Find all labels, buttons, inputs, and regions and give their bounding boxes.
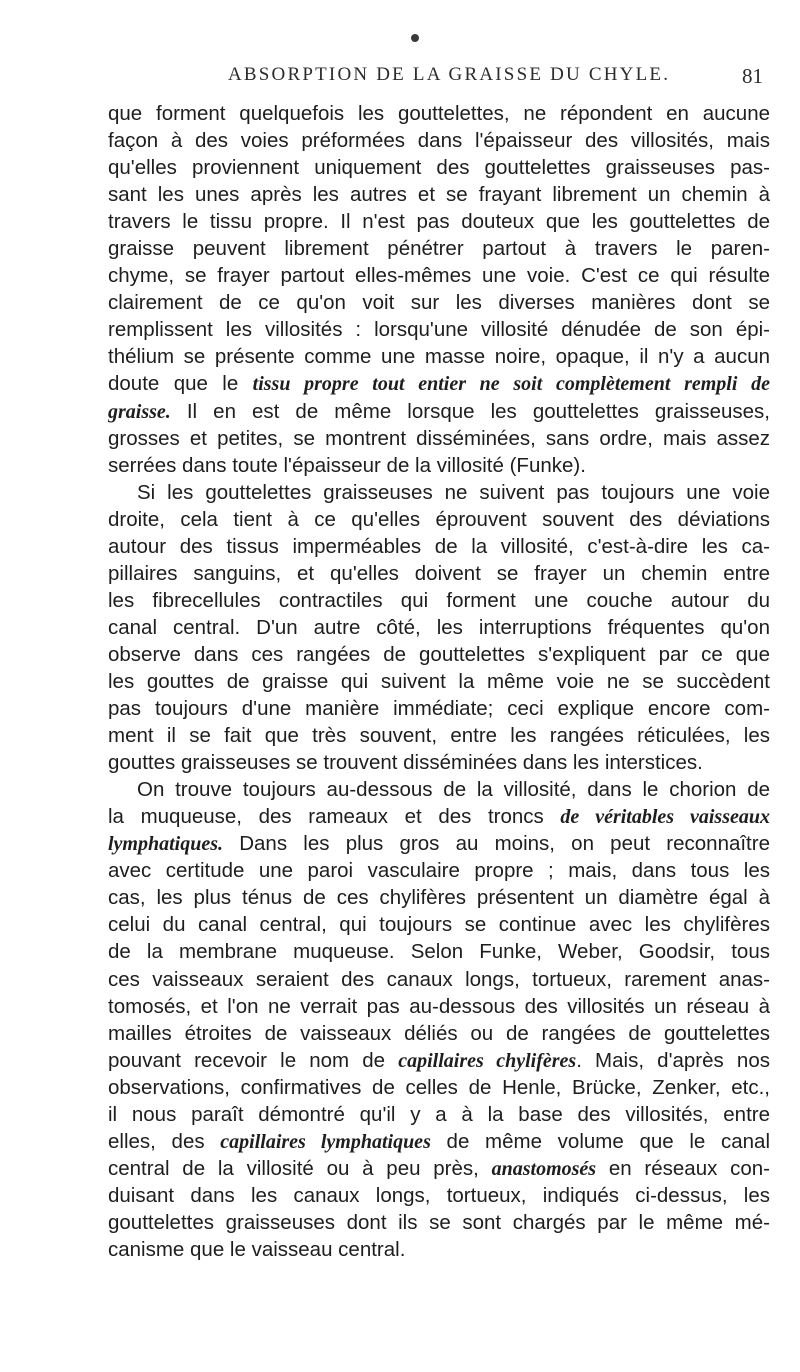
text-run: qu'elles proviennent uniquement des gouttelettes graisseuses pas-	[108, 156, 770, 180]
text-line	[108, 668, 770, 695]
text-line	[108, 1155, 770, 1182]
text-run: observe dans ces rangées de gouttelettes s'expliquent par ce que	[108, 642, 770, 666]
text-run: droite, cela tient à ce qu'elles éprouvent souvent des déviations	[108, 507, 770, 531]
text-line	[108, 749, 770, 776]
text-run: canal central. D'un autre côté, les interruptions fréquentes qu'on	[108, 615, 770, 639]
text-run: pillaires sanguins, et qu'elles doivent se frayer un chemin entre	[108, 561, 770, 585]
text-run: thélium se présente comme une masse noire, opaque, il n'y a aucun	[108, 345, 770, 369]
text-line	[108, 966, 770, 993]
text-line	[108, 1047, 770, 1074]
text-line	[108, 614, 770, 641]
text-run: clairement de ce qu'on voit sur les diverses manières dont se	[108, 291, 770, 315]
text-line	[108, 235, 770, 262]
text-run: tomosés, et l'on ne verrait pas au-dessous des villosités un réseau à	[108, 994, 770, 1018]
text-run: autour des tissus imperméables de la villosité, c'est-à-dire les ca-	[108, 534, 770, 558]
italic-text: de véritables vaisseaux	[560, 806, 770, 829]
italic-text: capillaires chylifères	[398, 1049, 577, 1072]
paragraph	[108, 100, 770, 479]
text-line	[108, 533, 770, 560]
text-run: sant les unes après les autres et se frayant librement un chemin à	[108, 183, 770, 207]
text-run: canisme que le vaisseau central.	[108, 1237, 406, 1261]
text-line	[108, 452, 770, 479]
text-run: serrées dans toute l'épaisseur de la villosité (Funke).	[108, 453, 586, 477]
text-line	[108, 181, 770, 208]
text-line	[108, 803, 770, 830]
text-line	[108, 884, 770, 911]
text-line	[108, 938, 770, 965]
text-run: mailles étroites de vaisseaux déliés ou de rangées de gouttelettes	[108, 1021, 770, 1045]
header-ornament	[411, 34, 419, 42]
text-line	[108, 560, 770, 587]
text-line	[108, 425, 770, 452]
text-run: graisse peuvent librement pénétrer partout à travers le paren-	[108, 237, 770, 261]
text-run: pouvant recevoir le nom de	[108, 1048, 399, 1072]
text-line	[108, 1209, 770, 1236]
page-body	[108, 100, 770, 1263]
text-run: ment il se fait que très souvent, entre les rangées réticulées, les	[108, 724, 770, 748]
text-line	[108, 506, 770, 533]
text-run: observations, confirmatives de celles de Henle, Brücke, Zenker, etc.,	[108, 1075, 770, 1099]
text-line	[108, 154, 770, 181]
text-line	[108, 1128, 770, 1155]
text-run: Si les gouttelettes graisseuses ne suivent pas toujours une voie	[137, 480, 770, 504]
text-line	[108, 641, 770, 668]
text-line	[108, 316, 770, 343]
text-run: les gouttes de graisse qui suivent la même voie ne se succèdent	[108, 669, 770, 693]
text-line	[108, 343, 770, 370]
text-run: doute que le	[108, 372, 253, 396]
text-run: cas, les plus ténus de ces chylifères présentent un diamètre égal à	[108, 886, 770, 910]
text-run: Il en est de même lorsque les gouttelettes graisseuses,	[170, 399, 770, 423]
text-line	[108, 479, 770, 506]
text-line	[108, 587, 770, 614]
text-line	[108, 208, 770, 235]
text-run: façon à des voies préformées dans l'épaisseur des villosités, mais	[108, 129, 770, 153]
text-line	[108, 830, 770, 857]
text-run: chyme, se frayer partout elles-mêmes une voie. C'est ce qui résulte	[108, 264, 770, 288]
text-run: gouttes graisseuses se trouvent disséminées dans les interstices.	[108, 751, 703, 775]
text-run: la muqueuse, des rameaux et des troncs	[108, 805, 561, 829]
running-title: ABSORPTION DE LA GRAISSE DU CHYLE.	[228, 64, 671, 85]
text-line	[108, 398, 770, 425]
text-line	[108, 722, 770, 749]
text-run: . Mais, d'après nos	[576, 1048, 770, 1072]
text-run: Dans les plus gros au moins, on peut reconnaître	[223, 832, 770, 856]
text-line	[108, 1074, 770, 1101]
text-run: elles, des	[108, 1129, 221, 1153]
text-line	[108, 127, 770, 154]
text-run: avec certitude une paroi vasculaire propre ; mais, dans tous les	[108, 859, 770, 883]
text-run: les fibrecellules contractiles qui forment une couche autour du	[108, 588, 770, 612]
text-run: que forment quelquefois les gouttelettes, ne répondent en aucune	[108, 102, 770, 125]
text-line	[108, 776, 770, 803]
text-line	[108, 1236, 770, 1263]
text-run: duisant dans les canaux longs, tortueux, indiqués ci-dessus, les	[108, 1183, 770, 1207]
text-run: remplissent les villosités : lorsqu'une villosité dénudée de son épi-	[108, 318, 770, 342]
text-line	[108, 695, 770, 722]
text-run: gouttelettes graisseuses dont ils se sont chargés par le même mé-	[108, 1210, 770, 1234]
text-line	[108, 911, 770, 938]
italic-text: tissu propre tout entier ne soit complètement rempli de	[252, 373, 770, 396]
italic-text: capillaires lymphatiques	[220, 1130, 431, 1153]
text-run: de la membrane muqueuse. Selon Funke, Weber, Goodsir, tous	[108, 940, 770, 964]
text-line	[108, 1101, 770, 1128]
text-run: en réseaux con-	[596, 1156, 770, 1180]
text-line	[108, 857, 770, 884]
text-line	[108, 370, 770, 397]
running-head	[0, 64, 800, 94]
paragraph	[108, 479, 770, 777]
text-run: travers le tissu propre. Il n'est pas douteux que les gouttelettes de	[108, 210, 770, 234]
text-line	[108, 262, 770, 289]
text-line	[108, 1020, 770, 1047]
text-run: ces vaisseaux seraient des canaux longs, tortueux, rarement anas-	[108, 967, 770, 991]
paragraph	[108, 776, 770, 1263]
italic-text: lymphatiques.	[108, 833, 224, 856]
text-run: central de la villosité ou à peu près,	[108, 1156, 492, 1180]
text-run: celui du canal central, qui toujours se continue avec les chylifères	[108, 913, 770, 937]
text-line	[108, 100, 770, 127]
text-run: pas toujours d'une manière immédiate; ceci explique encore com-	[108, 697, 770, 721]
italic-text: graisse.	[108, 400, 171, 423]
text-run: grosses et petites, se montrent disséminées, sans ordre, mais assez	[108, 426, 770, 450]
text-run: de même volume que le canal	[430, 1129, 770, 1153]
text-line	[108, 993, 770, 1020]
text-run: il nous paraît démontré qu'il y a à la base des villosités, entre	[108, 1102, 770, 1126]
text-run: On trouve toujours au-dessous de la villosité, dans le chorion de	[137, 778, 770, 802]
page-number: 81	[742, 64, 763, 88]
text-line	[108, 1182, 770, 1209]
text-line	[108, 289, 770, 316]
italic-text: anastomosés	[491, 1157, 597, 1180]
